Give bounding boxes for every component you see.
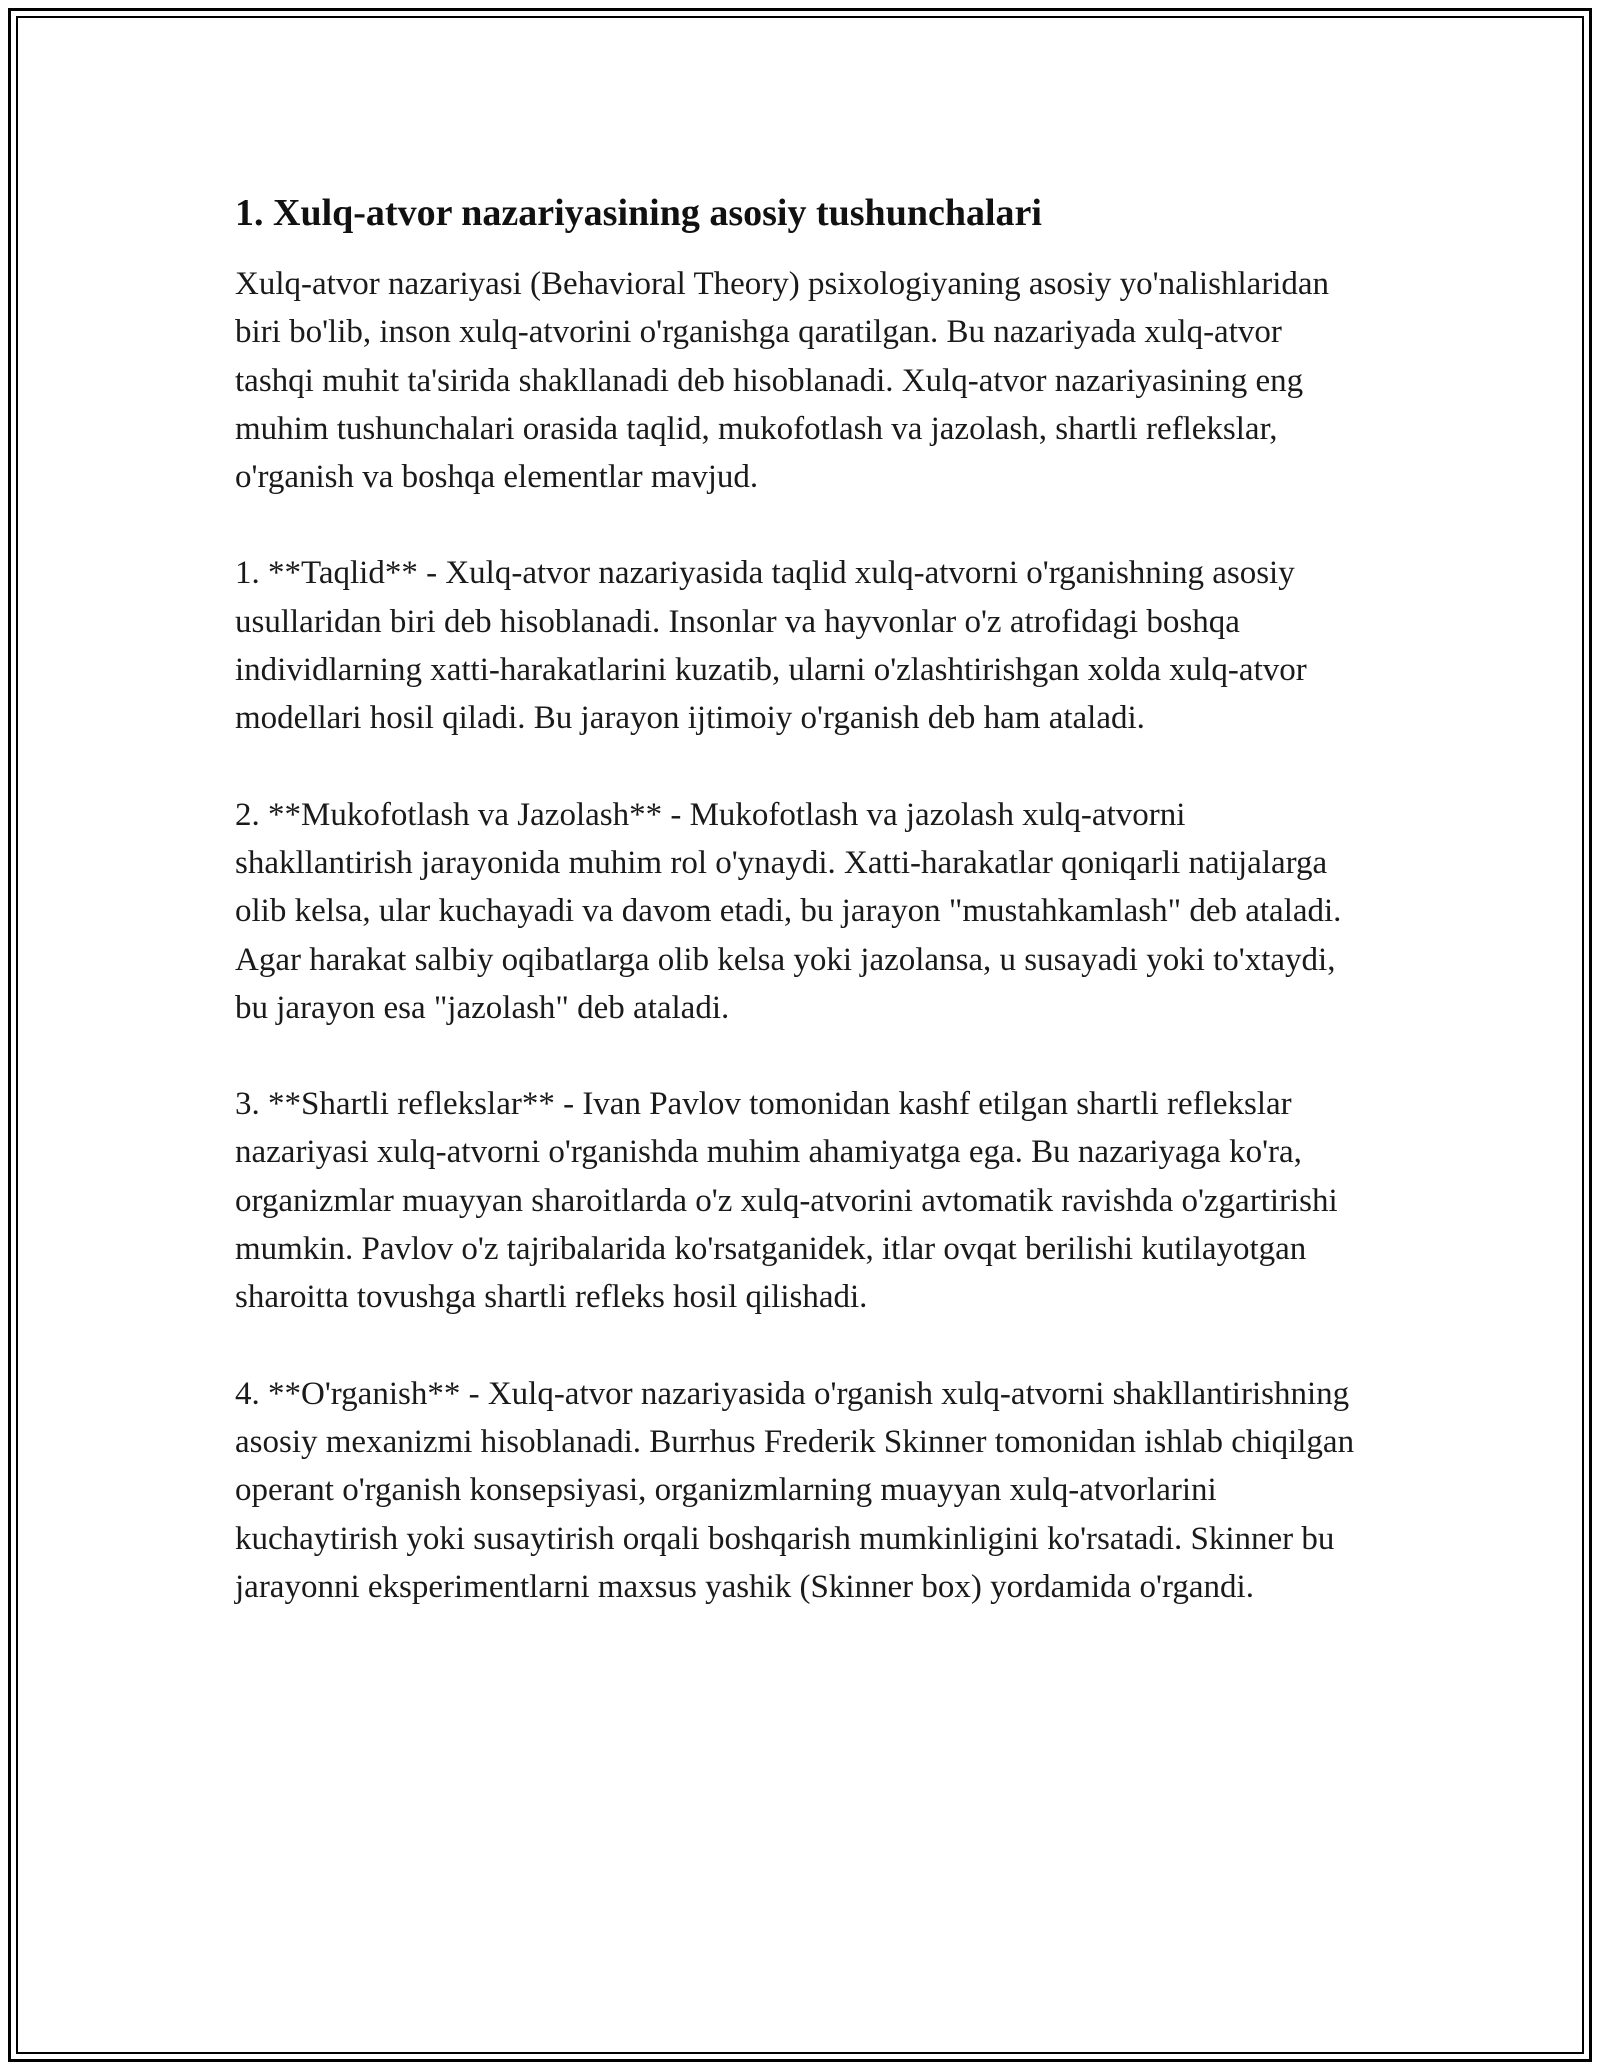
document-body xyxy=(235,188,1365,1611)
list-item-organish: 4. **O'rganish** - Xulq-atvor nazariyasida o'rganish xulq-atvorni shakllantirishning asosiy mexanizmi hisoblanadi. Burrhus Frederik Skinner tomonidan ishlab chiqilgan operant o'rganish konsepsiyasi, organizmlarning muayyan xulq-atvorlarini kuchaytirish yoki susaytirish orqali boshqarish mumkinligini ko'rsatadi. Skinner bu jarayonni eksperimentlarni maxsus yashik (Skinner box) yordamida o'rgandi. xyxy=(235,1375,1355,1605)
list-item-mukofotlash: 2. **Mukofotlash va Jazolash** - Mukofotlash va jazolash xulq-atvorni shakllantirish jarayonida muhim rol o'ynaydi. Xatti-harakatlar qoniqarli natijalarga olib kelsa, ular kuchayadi va davom etadi, bu jarayon "mustahkamlash" deb ataladi. Agar harakat salbiy oqibatlarga olib kelsa yoki jazolansa, u susayadi yoki to'xtaydi, bu jarayon esa "jazolash" deb ataladi. xyxy=(235,796,1342,1026)
list-item-shartli-reflekslar: 3. **Shartli reflekslar** - Ivan Pavlov tomonidan kashf etilgan shartli reflekslar nazariyasi xulq-atvorni o'rganishda muhim ahamiyatga ega. Bu nazariyaga ko'ra, organizmlar muayyan sharoitlarda o'z xulq-atvorini avtomatik ravishda o'zgartirishi mumkin. Pavlov o'z tajribalarida ko'rsatganidek, itlar ovqat berilishi kutilayotgan sharoitta tovushga shartli refleks hosil qilishadi. xyxy=(235,1086,1338,1316)
list-item-taqlid: 1. **Taqlid** - Xulq-atvor nazariyasida taqlid xulq-atvorni o'rganishning asosiy usullaridan biri deb hisoblanadi. Insonlar va hayvonlar o'z atrofidagi boshqa individlarning xatti-harakatlarini kuzatib, ularni o'zlashtirishgan xolda xulq-atvor modellari hosil qiladi. Bu jarayon ijtimoiy o'rganish deb ham ataladi. xyxy=(235,555,1307,737)
intro-paragraph: Xulq-atvor nazariyasi (Behavioral Theory) psixologiyaning asosiy yo'nalishlaridan biri bo'lib, inson xulq-atvorini o'rganishga qaratilgan. Bu nazariyada xulq-atvor tashqi muhit ta'sirida shakllanadi deb hisoblanadi. Xulq-atvor nazariyasining eng muhim tushunchalari orasida taqlid, mukofotlash va jazolash, shartli reflekslar, o'rganish va boshqa elementlar mavjud. xyxy=(235,266,1330,496)
section-heading: 1. Xulq-atvor nazariyasining asosiy tushunchalari xyxy=(235,192,1042,234)
